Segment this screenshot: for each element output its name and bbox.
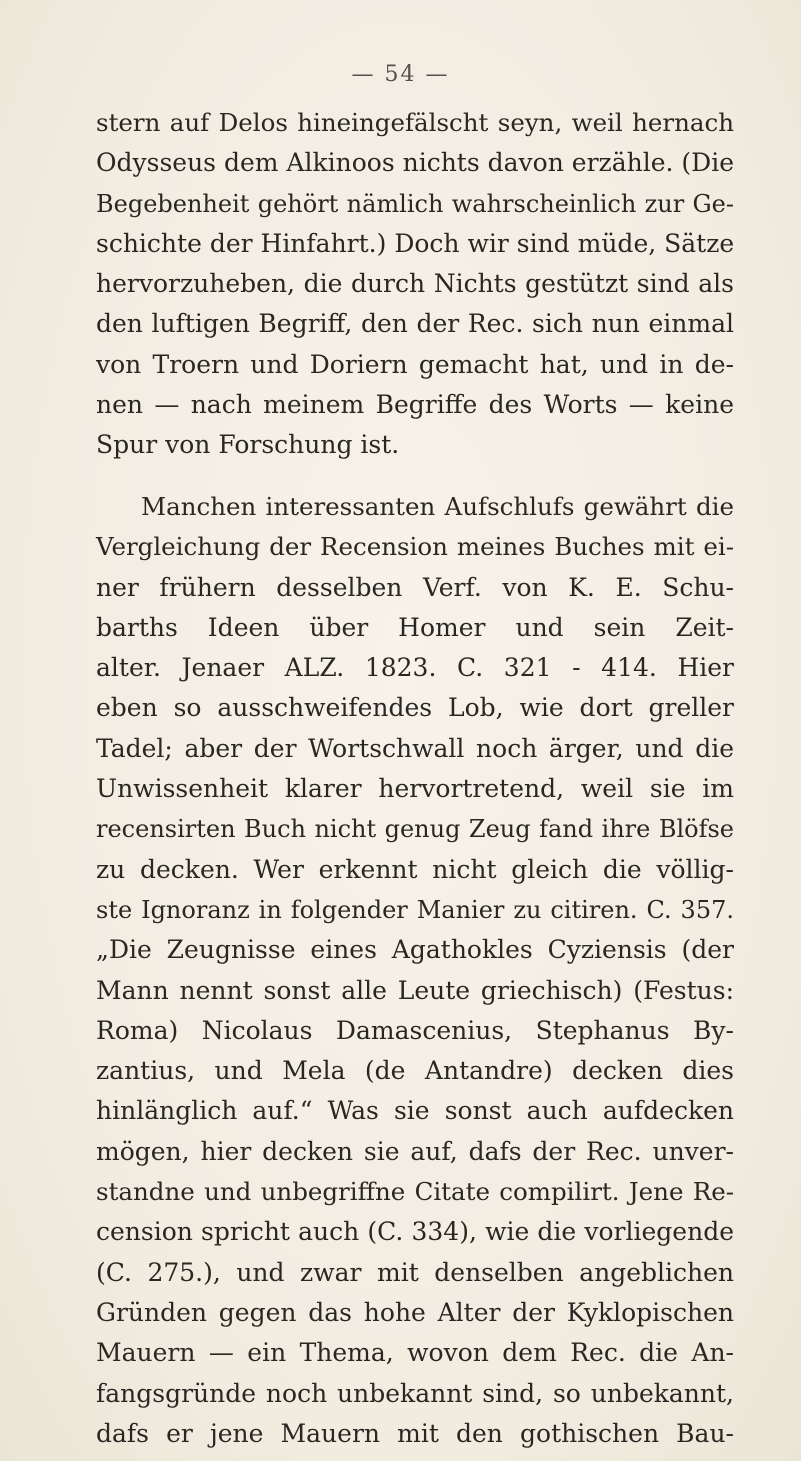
page-number-header: — 54 —: [351, 62, 450, 87]
text-line: Tadel; aber der Wortschwall noch ärger, und die: [96, 733, 734, 763]
text-line: Unwissenheit klarer hervortretend, weil sie im: [96, 774, 734, 804]
text-line: (C. 275.), und zwar mit denselben angeblichen: [96, 1257, 734, 1287]
text-line: hervorzuheben, die durch Nichts gestützt sind als: [96, 269, 734, 299]
text-line: alter. Jenaer ALZ. 1823. C. 321 - 414. Hier: [96, 653, 734, 683]
text-line: ste Ignoranz in folgender Manier zu citiren. C. 357.: [96, 895, 734, 924]
text-line: den luftigen Begriff, den der Rec. sich nun einmal: [96, 309, 734, 339]
text-line: Spur von Forschung ist.: [96, 430, 400, 460]
text-line: stern auf Delos hineingefälscht seyn, weil hernach: [96, 108, 734, 137]
text-line: zantius, und Mela (de Antandre) decken dies: [96, 1056, 734, 1086]
text-line: nen — nach meinem Begriffe des Worts — keine: [96, 390, 734, 420]
text-line: Vergleichung der Recension meines Buches mit ei-: [96, 532, 734, 562]
text-line: Mann nennt sonst alle Leute griechisch) (Festus:: [96, 975, 734, 1005]
text-line: Begebenheit gehört nämlich wahrscheinlich zur Ge-: [96, 189, 734, 218]
paragraph-1: [96, 103, 734, 466]
text-line: barths Ideen über Homer und sein Zeit-: [96, 612, 734, 642]
text-line: Odysseus dem Alkinoos nichts davon erzähle. (Die: [96, 148, 734, 178]
paragraph-2: [96, 487, 734, 1454]
text-line: zu decken. Wer erkennt nicht gleich die völlig-: [96, 854, 734, 884]
text-line: cension spricht auch (C. 334), wie die vorliegende: [96, 1217, 734, 1247]
text-line: von Troern und Doriern gemacht hat, und in de-: [96, 349, 734, 379]
text-line: dafs er jene Mauern mit den gothischen Bau-: [96, 1418, 734, 1448]
text-line: „Die Zeugnisse eines Agathokles Cyziensis (der: [96, 935, 734, 965]
text-line: mögen, hier decken sie auf, dafs der Rec. unver-: [96, 1136, 734, 1166]
text-line: fangsgründe noch unbekannt sind, so unbekannt,: [96, 1378, 734, 1408]
text-line: standne und unbegriffne Citate compilirt. Jene Re-: [96, 1177, 734, 1207]
text-line: recensirten Buch nicht genug Zeug fand ihre Blöfse: [96, 815, 734, 844]
text-line: ner frühern desselben Verf. von K. E. Schu-: [96, 572, 734, 602]
text-line: Roma) Nicolaus Damascenius, Stephanus By-: [96, 1015, 734, 1045]
text-line: Mauern — ein Thema, wovon dem Rec. die An-: [96, 1338, 734, 1368]
text-line: eben so ausschweifendes Lob, wie dort greller: [96, 693, 734, 723]
text-line: schichte der Hinfahrt.) Doch wir sind müde, Sätze: [96, 228, 735, 258]
text-line: Manchen interessanten Aufschlufs gewährt die: [141, 492, 734, 521]
text-line: Gründen gegen das hohe Alter der Kyklopischen: [96, 1297, 734, 1327]
text-line: hinlänglich auf.“ Was sie sonst auch aufdecken: [96, 1096, 734, 1126]
